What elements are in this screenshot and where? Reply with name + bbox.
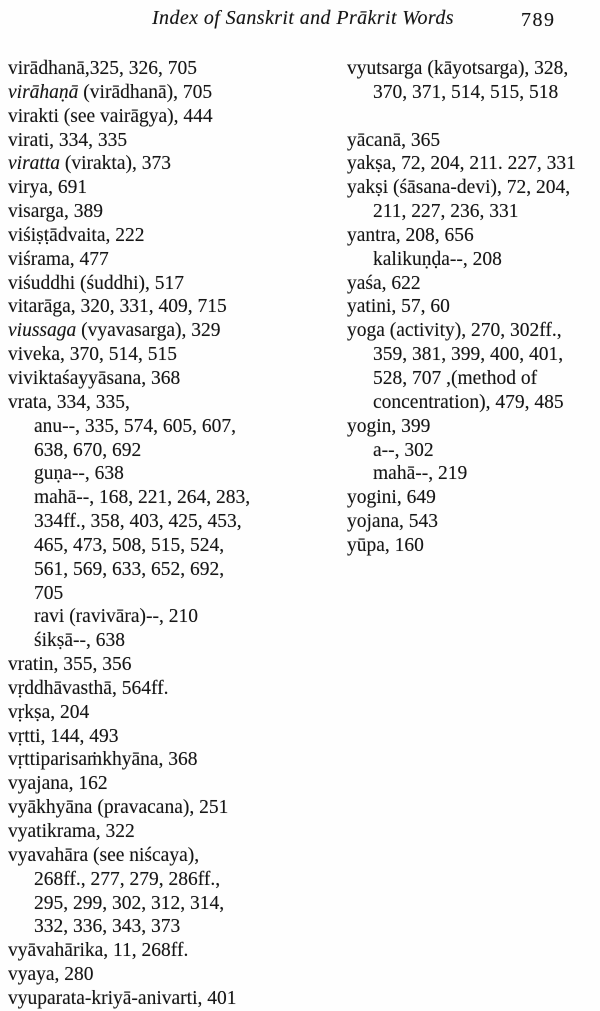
index-line <box>8 915 343 939</box>
index-line <box>8 415 343 439</box>
index-line <box>8 81 343 105</box>
index-line <box>8 152 343 176</box>
index-line <box>347 391 597 415</box>
index-entry-text: 268ff., 277, 279, 286ff., <box>34 868 221 890</box>
index-line <box>8 319 343 343</box>
index-entry-text: kalikuṇḍa--, 208 <box>373 248 502 270</box>
index-line <box>8 892 343 916</box>
index-entry-text: yoga (activity), 270, 302ff., <box>347 320 562 342</box>
index-entry-text: visarga, 389 <box>8 201 103 223</box>
index-line <box>8 844 343 868</box>
index-line <box>8 224 343 248</box>
index-entry-text: (virakta), 373 <box>60 153 172 175</box>
index-entry-text: vyākhyāna (pravacana), 251 <box>8 797 229 819</box>
index-entry-text: 370, 371, 514, 515, 518 <box>373 81 559 103</box>
index-entry-text: viśuddhi (śuddhi), 517 <box>8 272 185 294</box>
index-column-left <box>8 57 343 1011</box>
index-line <box>8 439 343 463</box>
index-line <box>8 677 343 701</box>
index-line <box>347 200 597 224</box>
index-line <box>8 57 343 81</box>
index-entry-text: guṇa--, 638 <box>34 463 124 485</box>
index-entry-text: viveka, 370, 514, 515 <box>8 344 177 366</box>
index-entry-text: 295, 299, 302, 312, 314, <box>34 892 225 914</box>
index-entry-text: virakti (see vairāgya), 444 <box>8 105 213 127</box>
index-line <box>8 272 343 296</box>
index-line <box>8 176 343 200</box>
index-line <box>347 57 597 81</box>
index-entry-text: yakṣa, 72, 204, 211. 227, 331 <box>347 153 576 175</box>
index-line <box>8 486 343 510</box>
index-entry-text: 561, 569, 633, 652, 692, <box>34 558 225 580</box>
index-entry-text: ravi (ravivāra)--, 210 <box>34 606 199 628</box>
index-line <box>8 200 343 224</box>
index-column-right <box>347 57 597 558</box>
index-line <box>347 367 597 391</box>
index-line <box>8 701 343 725</box>
page-number: 789 <box>521 9 556 31</box>
index-headword-italic: viratta <box>8 153 60 175</box>
index-entry-text: vṛtti, 144, 493 <box>8 725 119 747</box>
index-entry-text: 359, 381, 399, 400, 401, <box>373 344 564 366</box>
index-line <box>347 439 597 463</box>
index-line <box>8 772 343 796</box>
index-line <box>8 295 343 319</box>
index-line <box>8 391 343 415</box>
index-entry-text: vṛkṣa, 204 <box>8 701 90 723</box>
index-line <box>347 343 597 367</box>
index-entry-text: (virādhanā), 705 <box>78 81 213 103</box>
index-entry-text: viviktaśayyāsana, 368 <box>8 367 181 389</box>
page-title: Index of Sanskrit and Prākrit Words <box>152 7 454 29</box>
index-entry-text: 334ff., 358, 403, 425, 453, <box>34 511 242 533</box>
index-entry-text: 528, 707 ,(method of <box>373 367 538 389</box>
index-entry-text: a--, 302 <box>373 439 434 461</box>
index-line <box>8 558 343 582</box>
index-line <box>347 510 597 534</box>
index-entry-text: yūpa, 160 <box>347 534 424 556</box>
index-headword-italic: viussaga <box>8 320 77 342</box>
index-line <box>347 152 597 176</box>
index-line <box>347 81 597 105</box>
index-entry-text: yaśa, 622 <box>347 272 421 294</box>
index-line <box>8 605 343 629</box>
index-line <box>8 367 343 391</box>
index-entry-text: vitarāga, 320, 331, 409, 715 <box>8 296 227 318</box>
index-entry-text: vyaya, 280 <box>8 964 94 986</box>
index-line <box>8 939 343 963</box>
index-line <box>347 415 597 439</box>
index-line <box>347 462 597 486</box>
index-entry-text: yācanā, 365 <box>347 129 441 151</box>
index-entry-text: yakṣi (śāsana-devi), 72, 204, <box>347 177 571 199</box>
index-entry-text: vṛttiparisaṁkhyāna, 368 <box>8 749 198 771</box>
index-line <box>347 295 597 319</box>
index-entry-text: viśiṣṭādvaita, 222 <box>8 224 145 246</box>
index-entry-text: viśrama, 477 <box>8 248 109 270</box>
index-entry-text: virati, 334, 335 <box>8 129 128 151</box>
index-entry-text: yogin, 399 <box>347 415 431 437</box>
index-line <box>8 748 343 772</box>
index-line <box>8 248 343 272</box>
index-entry-text: 465, 473, 508, 515, 524, <box>34 534 225 556</box>
index-line <box>347 319 597 343</box>
index-entry-text: vratin, 355, 356 <box>8 654 132 676</box>
index-entry-text: vyajana, 162 <box>8 773 108 795</box>
index-entry-text: vyatikrama, 322 <box>8 821 135 842</box>
index-line <box>8 796 343 820</box>
index-line <box>347 486 597 510</box>
index-entry-text: vyuparata-kriyā-anivarti, 401 <box>8 987 237 1009</box>
index-line <box>8 534 343 558</box>
index-entry-text: mahā--, 168, 221, 264, 283, <box>34 487 251 509</box>
index-entry-text: 705 <box>34 582 64 604</box>
index-line <box>347 272 597 296</box>
index-entry-text: vrata, 334, 335, <box>8 391 130 413</box>
index-line <box>8 987 343 1011</box>
index-line <box>8 963 343 987</box>
index-entry-text: anu--, 335, 574, 605, 607, <box>34 415 237 437</box>
index-entry-text: (vyavasarga), 329 <box>76 320 221 342</box>
index-line <box>8 629 343 653</box>
index-line <box>8 725 343 749</box>
index-line <box>8 343 343 367</box>
index-entry-text: vyāvahārika, 11, 268ff. <box>8 940 189 962</box>
index-entry-text: vyutsarga (kāyotsarga), 328, <box>347 58 569 79</box>
index-headword-italic: virāhaṇā <box>8 81 79 103</box>
index-entry-text: 638, 670, 692 <box>34 439 142 461</box>
index-entry-text: yogini, 649 <box>347 487 436 509</box>
index-entry-text: 211, 227, 236, 331 <box>373 201 519 223</box>
index-entry-text: yojana, 543 <box>347 511 438 533</box>
index-line <box>347 248 597 272</box>
index-line <box>8 582 343 606</box>
index-line <box>8 510 343 534</box>
index-entry-text: mahā--, 219 <box>373 463 468 485</box>
index-entry-text: śikṣā--, 638 <box>34 630 125 652</box>
index-line <box>8 868 343 892</box>
index-entry-text: vṛddhāvasthā, 564ff. <box>8 677 169 699</box>
index-line <box>347 224 597 248</box>
blank-line <box>347 105 597 129</box>
index-entry-text: vyavahāra (see niścaya), <box>8 844 200 866</box>
index-entry-text: concentration), 479, 485 <box>373 391 564 413</box>
index-entry-text: virya, 691 <box>8 177 88 199</box>
index-entry-text: yatini, 57, 60 <box>347 296 450 318</box>
index-entry-text: virādhanā,325, 326, 705 <box>8 58 198 79</box>
index-entry-text: 332, 336, 343, 373 <box>34 916 181 938</box>
index-line <box>8 105 343 129</box>
index-line <box>8 129 343 153</box>
index-line <box>8 653 343 677</box>
index-line <box>8 820 343 844</box>
index-line <box>347 534 597 558</box>
index-line <box>347 129 597 153</box>
index-line <box>347 176 597 200</box>
index-line <box>8 462 343 486</box>
index-entry-text: yantra, 208, 656 <box>347 224 474 246</box>
